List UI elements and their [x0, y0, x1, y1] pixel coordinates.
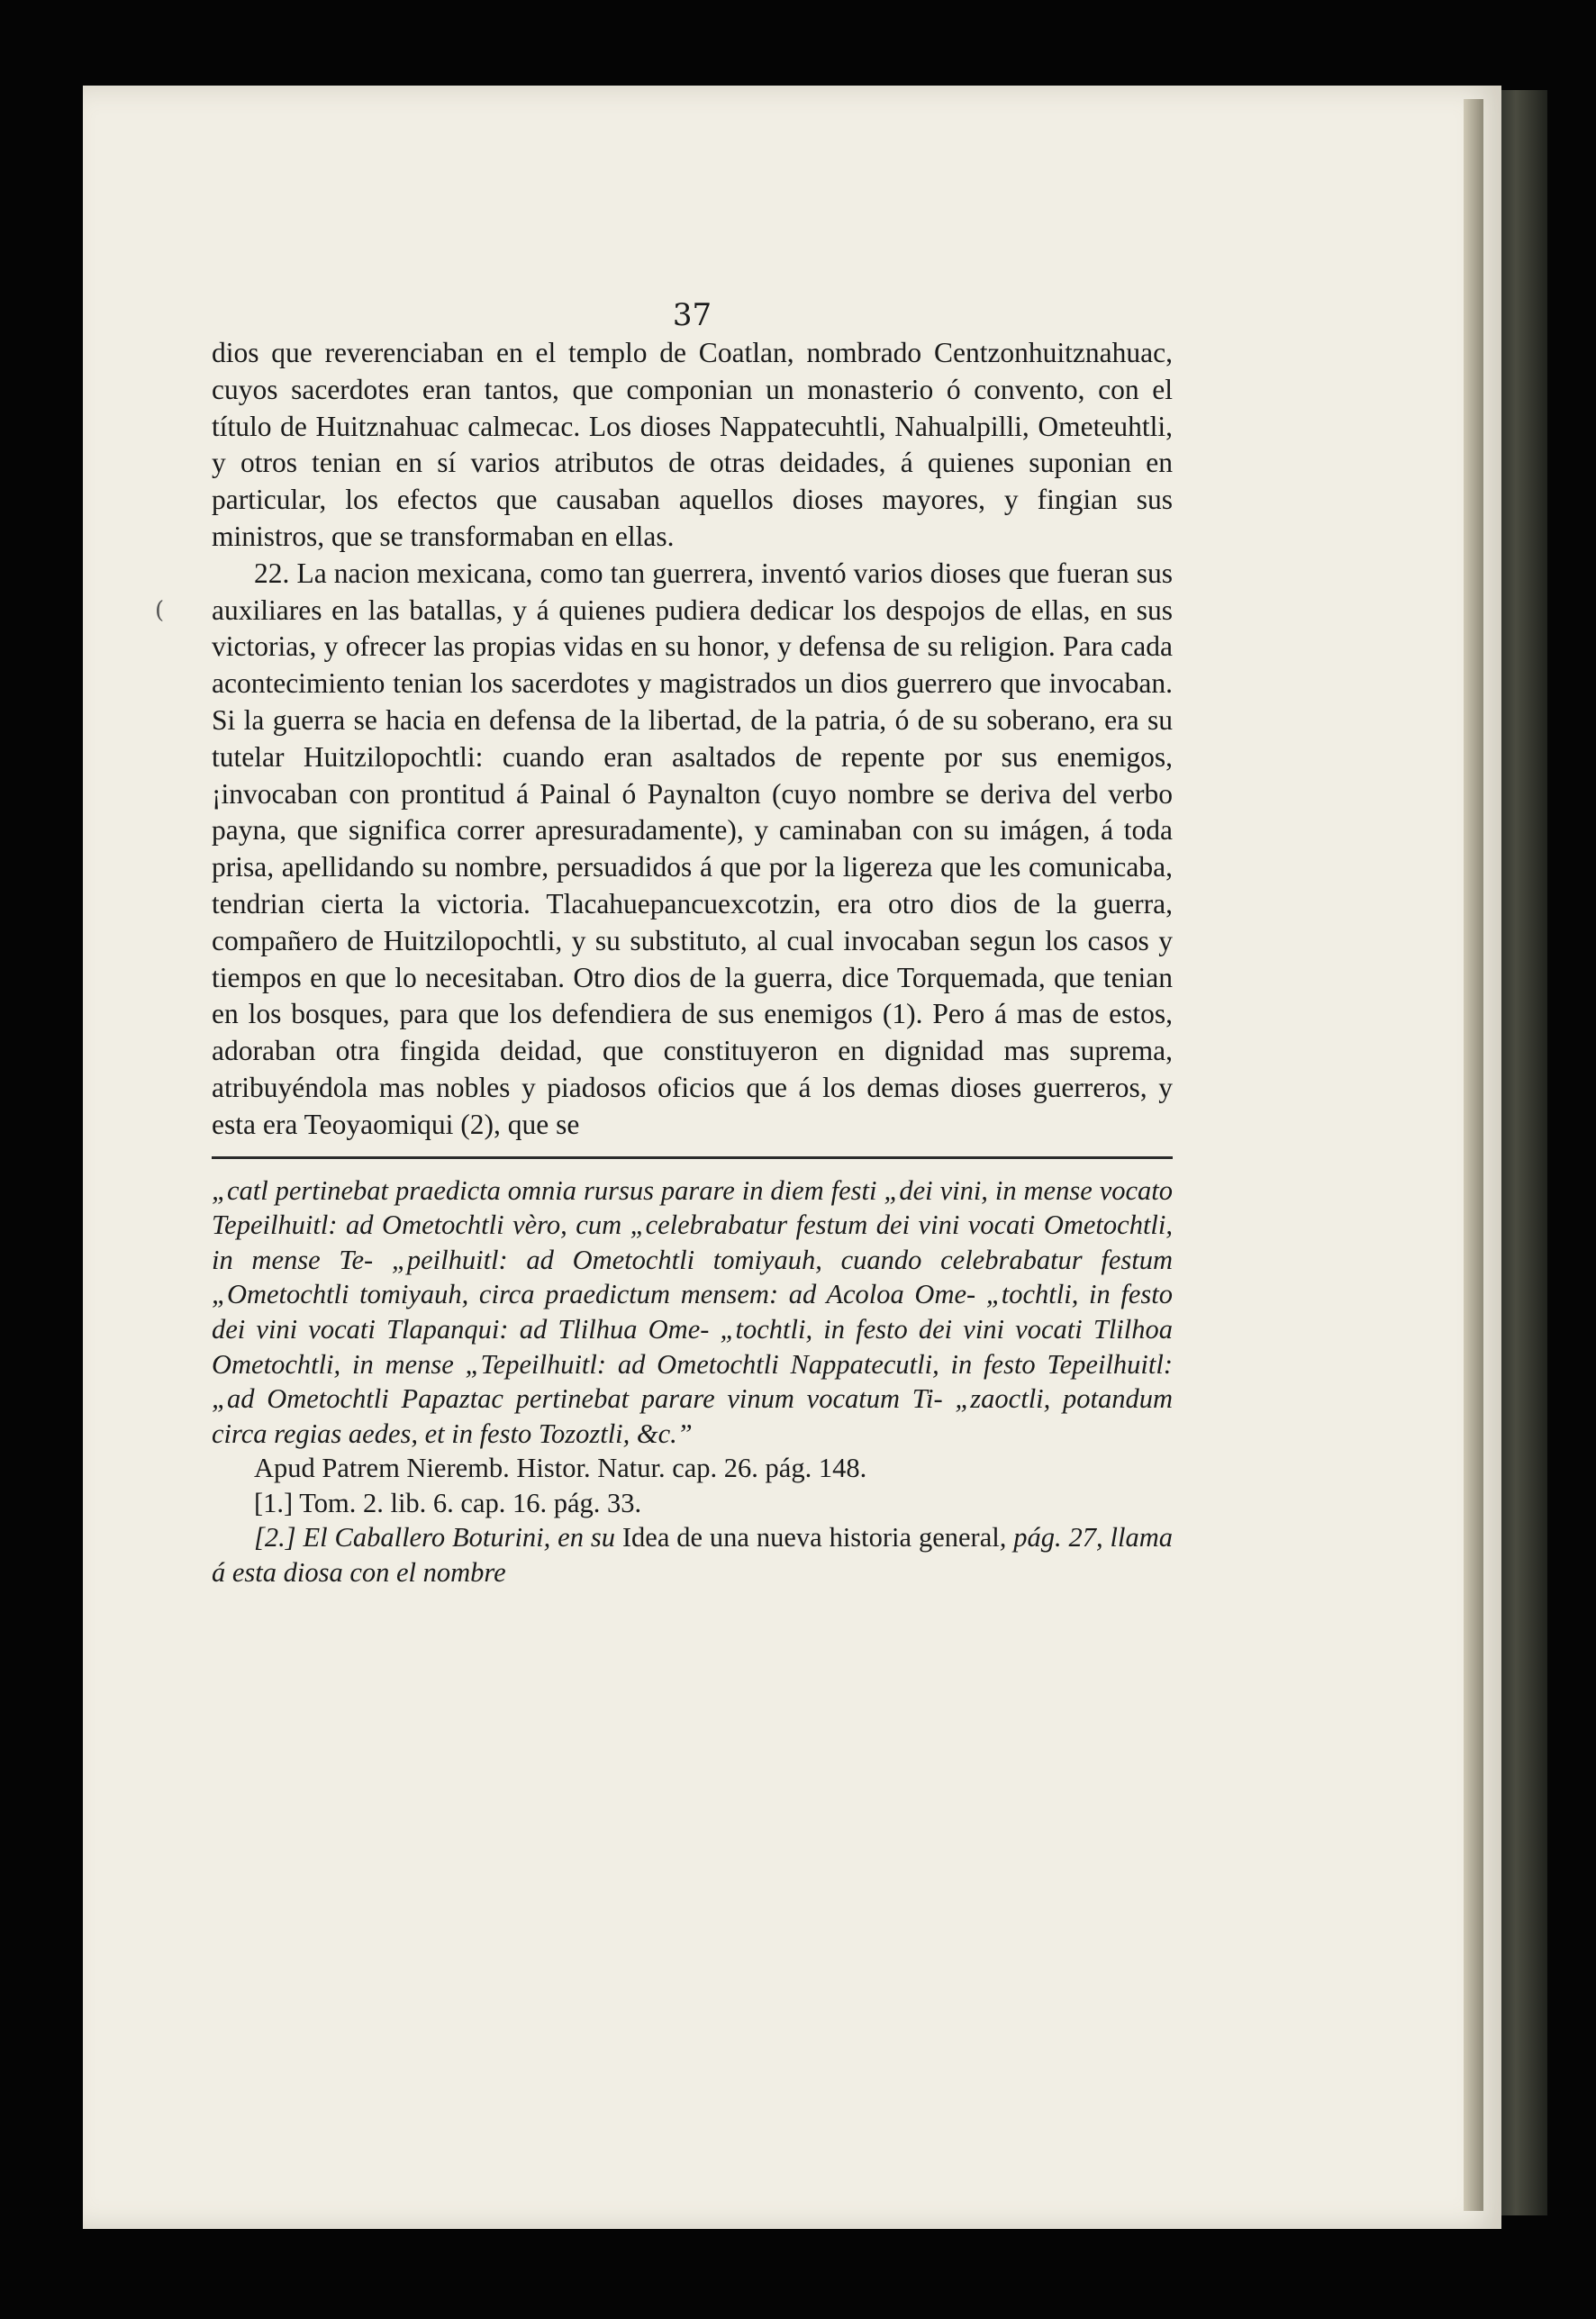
page-edge [1464, 99, 1483, 2211]
footnote-2-title: Idea de una nueva historia general [621, 1522, 1000, 1554]
page-number: 37 [672, 297, 712, 333]
paragraph-2: 22. La nacion mexicana, como tan guerrera, inventó varios dioses que fueran sus auxiliares en las batallas, y á quienes pudiera dedicar los despojos de ellas, en sus victorias, y ofrecer las propias vidas en su honor, y defensa de su religion. Para cada acontecimiento tenian los sacerdotes y magistrados un dios guerrero que invocaban. Si la guerra se hacia en defensa de la libertad, de la patria, ó de su soberano, era su tutelar Huitzilopochtli: cuando eran asaltados de repente por sus enemigos, ¡invocaban con prontitud á Painal ó Paynalton (cuyo nombre se deriva del verbo payna, que significa correr apresuradamente), y caminaban con su imágen, á toda prisa, apellidando su nombre, persuadidos á que por la ligereza que les comunicaba, tendrian cierta la victoria. Tlacahuepancuexcotzin, era otro dios de la guerra, compañero de Huitzilopochtli, y su substituto, al cual invocaban segun los casos y tiempos en que lo necesitaban. Otro dios de la guerra, dice Torquemada, que tenian en los bosques, para que los defendiera de sus enemigos (1). Pero á mas de estos, adoraban otra fingida deidad, que constituyeron en dignidad mas suprema, atribuyéndola mas nobles y piadosos oficios que á los demas dioses guerreros, y esta era Teoyaomiqui (2), que se [212, 557, 1173, 1140]
footnotes [212, 1173, 1173, 1590]
footnote-2-part-c: , pág. 27, llama á esta diosa con el nombre [212, 1522, 1174, 1589]
margin-mark: ( [155, 597, 165, 624]
footnote-rule [212, 1156, 1173, 1159]
source-citation: Apud Patrem Nieremb. Histor. Natur. cap. 26. pág. 148. [254, 1453, 867, 1484]
footnote-2-part-a: [2.] El Caballero Boturini, en su [254, 1522, 615, 1554]
body-text [212, 335, 1173, 1144]
text-block [212, 297, 1173, 1590]
paragraph-1: dios que reverenciaban en el templo de Coatlan, nombrado Centzonhuitznahuac, cuyos sacerdotes eran tantos, que componian un monasterio ó convento, con el título de Huitznahuac calmecac. Los dioses Nappatecuhtli, Nahualpilli, Ometeuhtli, y otros tenian en sí varios atributos de otras deidades, á quienes suponian en particular, los efectos que causaban aquellos dioses mayores, y fingian sus ministros, que se transformaban en ellas. [212, 337, 1173, 552]
footnote-2 [212, 1520, 1173, 1590]
latin-quote: „catl pertinebat praedicta omnia rursus parare in diem festi „dei vini, in mense vocato Tepeilhuitl: ad Ometochtli vèro, cum „celebrabatur festum dei vini vocati Ometochtli, in mense Te- „peilhuitl: ad Ometochtli tomiyauh, cuando celebrabatur festum „Ometochtli tomiyauh, circa praedictum mensem: ad Acoloa Ome- „tochtli, in festo dei vini vocati Tlapanqui: ad Tlilhua Ome- „tochtli, in festo dei vini vocati Tlilhoa Ometochtli, in mense „Tepeilhuitl: ad Ometochtli Nappatecutli, in festo Tepeilhuitl: „ad Ometochtli Papaztac pertinebat parare vinum vocatum Ti- „zaoctli, potandum circa regias aedes, et in festo Tozoztli, &c.” [212, 1174, 1173, 1449]
footnote-1: [1.] Tom. 2. lib. 6. cap. 16. pág. 33. [254, 1487, 642, 1518]
